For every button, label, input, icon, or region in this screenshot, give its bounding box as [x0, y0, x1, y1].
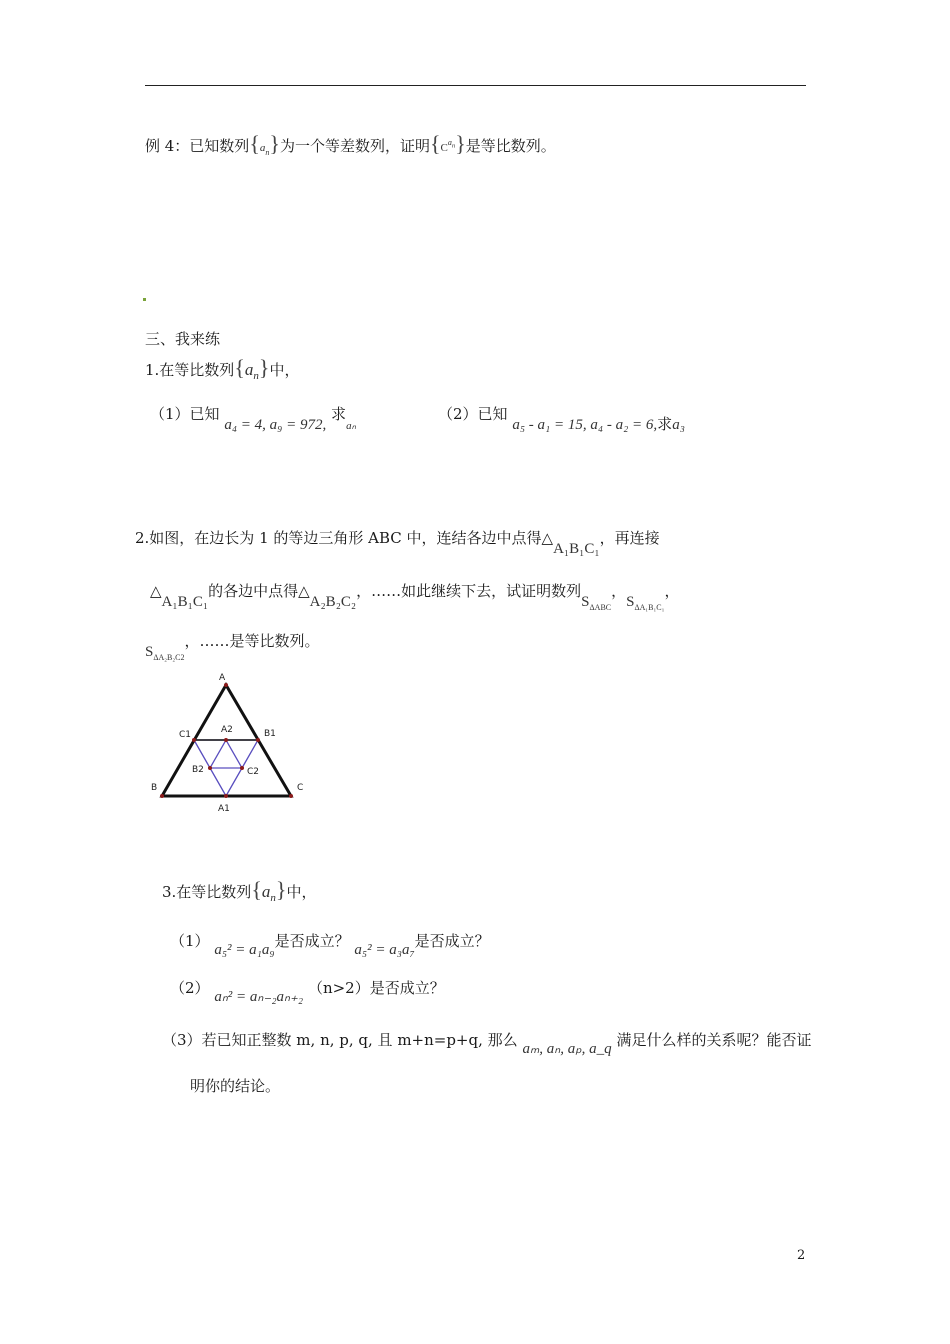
brace-close: }	[258, 355, 270, 380]
inner-line-1	[210, 768, 226, 796]
q2-line2-math1: A₁B₁C₁	[161, 594, 209, 610]
q3-prefix: 3.在等比数列	[162, 883, 252, 901]
label-C1: C1	[179, 730, 192, 740]
q1-part2-ask: 求	[657, 415, 673, 433]
example-4-suffix: 是等比数列。	[465, 137, 556, 155]
q3-p3-text2: 满足什么样的关系呢？能否证	[616, 1031, 812, 1049]
q2-line1-text: 2.如图，在边长为 1 的等边三角形 ABC 中，连结各边中点得△	[135, 529, 554, 547]
q1-part1	[150, 403, 356, 433]
q2-comma-2: ，	[664, 582, 680, 600]
section-title: 三、我来练	[145, 330, 221, 348]
q1-part1-ask: 求	[331, 405, 347, 423]
label-C2: C2	[247, 767, 260, 777]
label-A2: A2	[221, 725, 233, 735]
q3-suffix: 中，	[286, 883, 317, 901]
inner-line-3	[194, 740, 210, 768]
q3-seq: a	[261, 882, 271, 901]
brace-close-2: }	[455, 131, 466, 156]
q3-p1-math1: a₅² = a₁a₉	[214, 942, 275, 958]
q2-line2-tri: △	[150, 582, 162, 600]
q2-line2	[150, 580, 680, 612]
q2-s3: $S_{\Delta A_2B_2C2}$	[145, 644, 185, 662]
brace-close: }	[275, 877, 287, 902]
q2-s2: $S_{\Delta A_1B_1C_1}$	[626, 594, 665, 612]
inner-line-2	[226, 768, 242, 796]
triangle-figure	[148, 668, 308, 818]
q1-header	[145, 355, 299, 382]
label-A1: A1	[218, 804, 230, 814]
q1-part2-math: a₅ - a₁ = 15, a₄ - a₂ = 6,	[512, 417, 658, 433]
q1-part2-target: a₃	[672, 417, 685, 433]
q2-s1: $S_{\Delta ABC}$	[581, 594, 612, 612]
q2-line1	[135, 527, 660, 557]
q3-seq-sub: n	[270, 892, 276, 904]
q1-suffix: 中，	[269, 361, 300, 379]
seq-a-sub: n	[265, 148, 270, 157]
brace-close: }	[269, 131, 280, 156]
brace-open-2: {	[429, 131, 441, 156]
q3-part1	[170, 930, 490, 958]
label-A: A	[219, 673, 226, 683]
q2-line3	[145, 630, 320, 662]
q3-part3-cont: 明你的结论。	[190, 1077, 281, 1095]
label-B: B	[151, 783, 158, 793]
header-rule	[145, 85, 806, 86]
triangle-a2b2c2	[210, 740, 242, 768]
seq-a: a	[259, 142, 266, 154]
q2-line2-math2: A₂B₂C₂	[309, 594, 357, 610]
q1-seq-sub: n	[253, 370, 259, 382]
q3-p2-math: aₙ² = aₙ₋₂aₙ₊₂	[214, 989, 304, 1005]
marker-dot	[143, 298, 146, 301]
q3-header	[162, 877, 316, 904]
q3-part2	[170, 977, 445, 1005]
brace-open: {	[234, 355, 245, 380]
q2-line3-text: ，……是等比数列。	[184, 632, 320, 650]
q3-p3-math: aₘ, aₙ, aₚ, a_q	[522, 1041, 612, 1057]
q1-part2	[438, 403, 685, 433]
brace-open: {	[251, 877, 262, 902]
q3-p1-math2: a₅² = a₃a₇	[354, 942, 415, 958]
q3-p1-label: （1）	[170, 932, 210, 950]
vertex-points	[160, 683, 293, 798]
q1-part1-label: （1）已知	[150, 405, 220, 423]
q2-line2-text: 的各边中点得△	[208, 582, 310, 600]
seq-c: C	[440, 142, 448, 154]
q1-part2-label: （2）已知	[438, 405, 508, 423]
label-B2: B2	[192, 765, 204, 775]
example-4-prefix: 例 4：已知数列	[145, 137, 250, 155]
q3-p2-label: （2）	[170, 979, 210, 997]
inner-line-4	[242, 740, 258, 768]
q1-part1-math: a₄ = 4, a₉ = 972,	[224, 417, 327, 433]
q3-p2-text: （n>2）是否成立？	[307, 979, 445, 997]
q1-seq: a	[244, 360, 254, 379]
label-C: C	[297, 783, 304, 793]
q2-line1-tail: ，再连接	[599, 529, 660, 547]
q2-comma: ，	[611, 582, 627, 600]
label-B1: B1	[264, 729, 276, 739]
seq-c-sup: an	[447, 138, 456, 150]
q3-part3	[162, 1029, 812, 1057]
q1-prefix: 1.在等比数列	[145, 361, 235, 379]
page-number: 2	[797, 1248, 806, 1263]
q3-p1-text2: 是否成立？	[414, 932, 490, 950]
q3-p1-text1: 是否成立？	[274, 932, 350, 950]
q3-p3-text: （3）若已知正整数 m, n, p, q, 且 m+n=p+q, 那么	[162, 1031, 518, 1049]
q2-line2-text2: ，……如此继续下去，试证明数列	[356, 582, 582, 600]
brace-open: {	[249, 131, 260, 156]
q1-part1-target: aₙ	[346, 420, 356, 432]
example-4	[145, 131, 556, 157]
example-4-middle: 为一个等差数列，证明	[279, 137, 430, 155]
q2-line1-math: A₁B₁C₁	[553, 541, 600, 557]
